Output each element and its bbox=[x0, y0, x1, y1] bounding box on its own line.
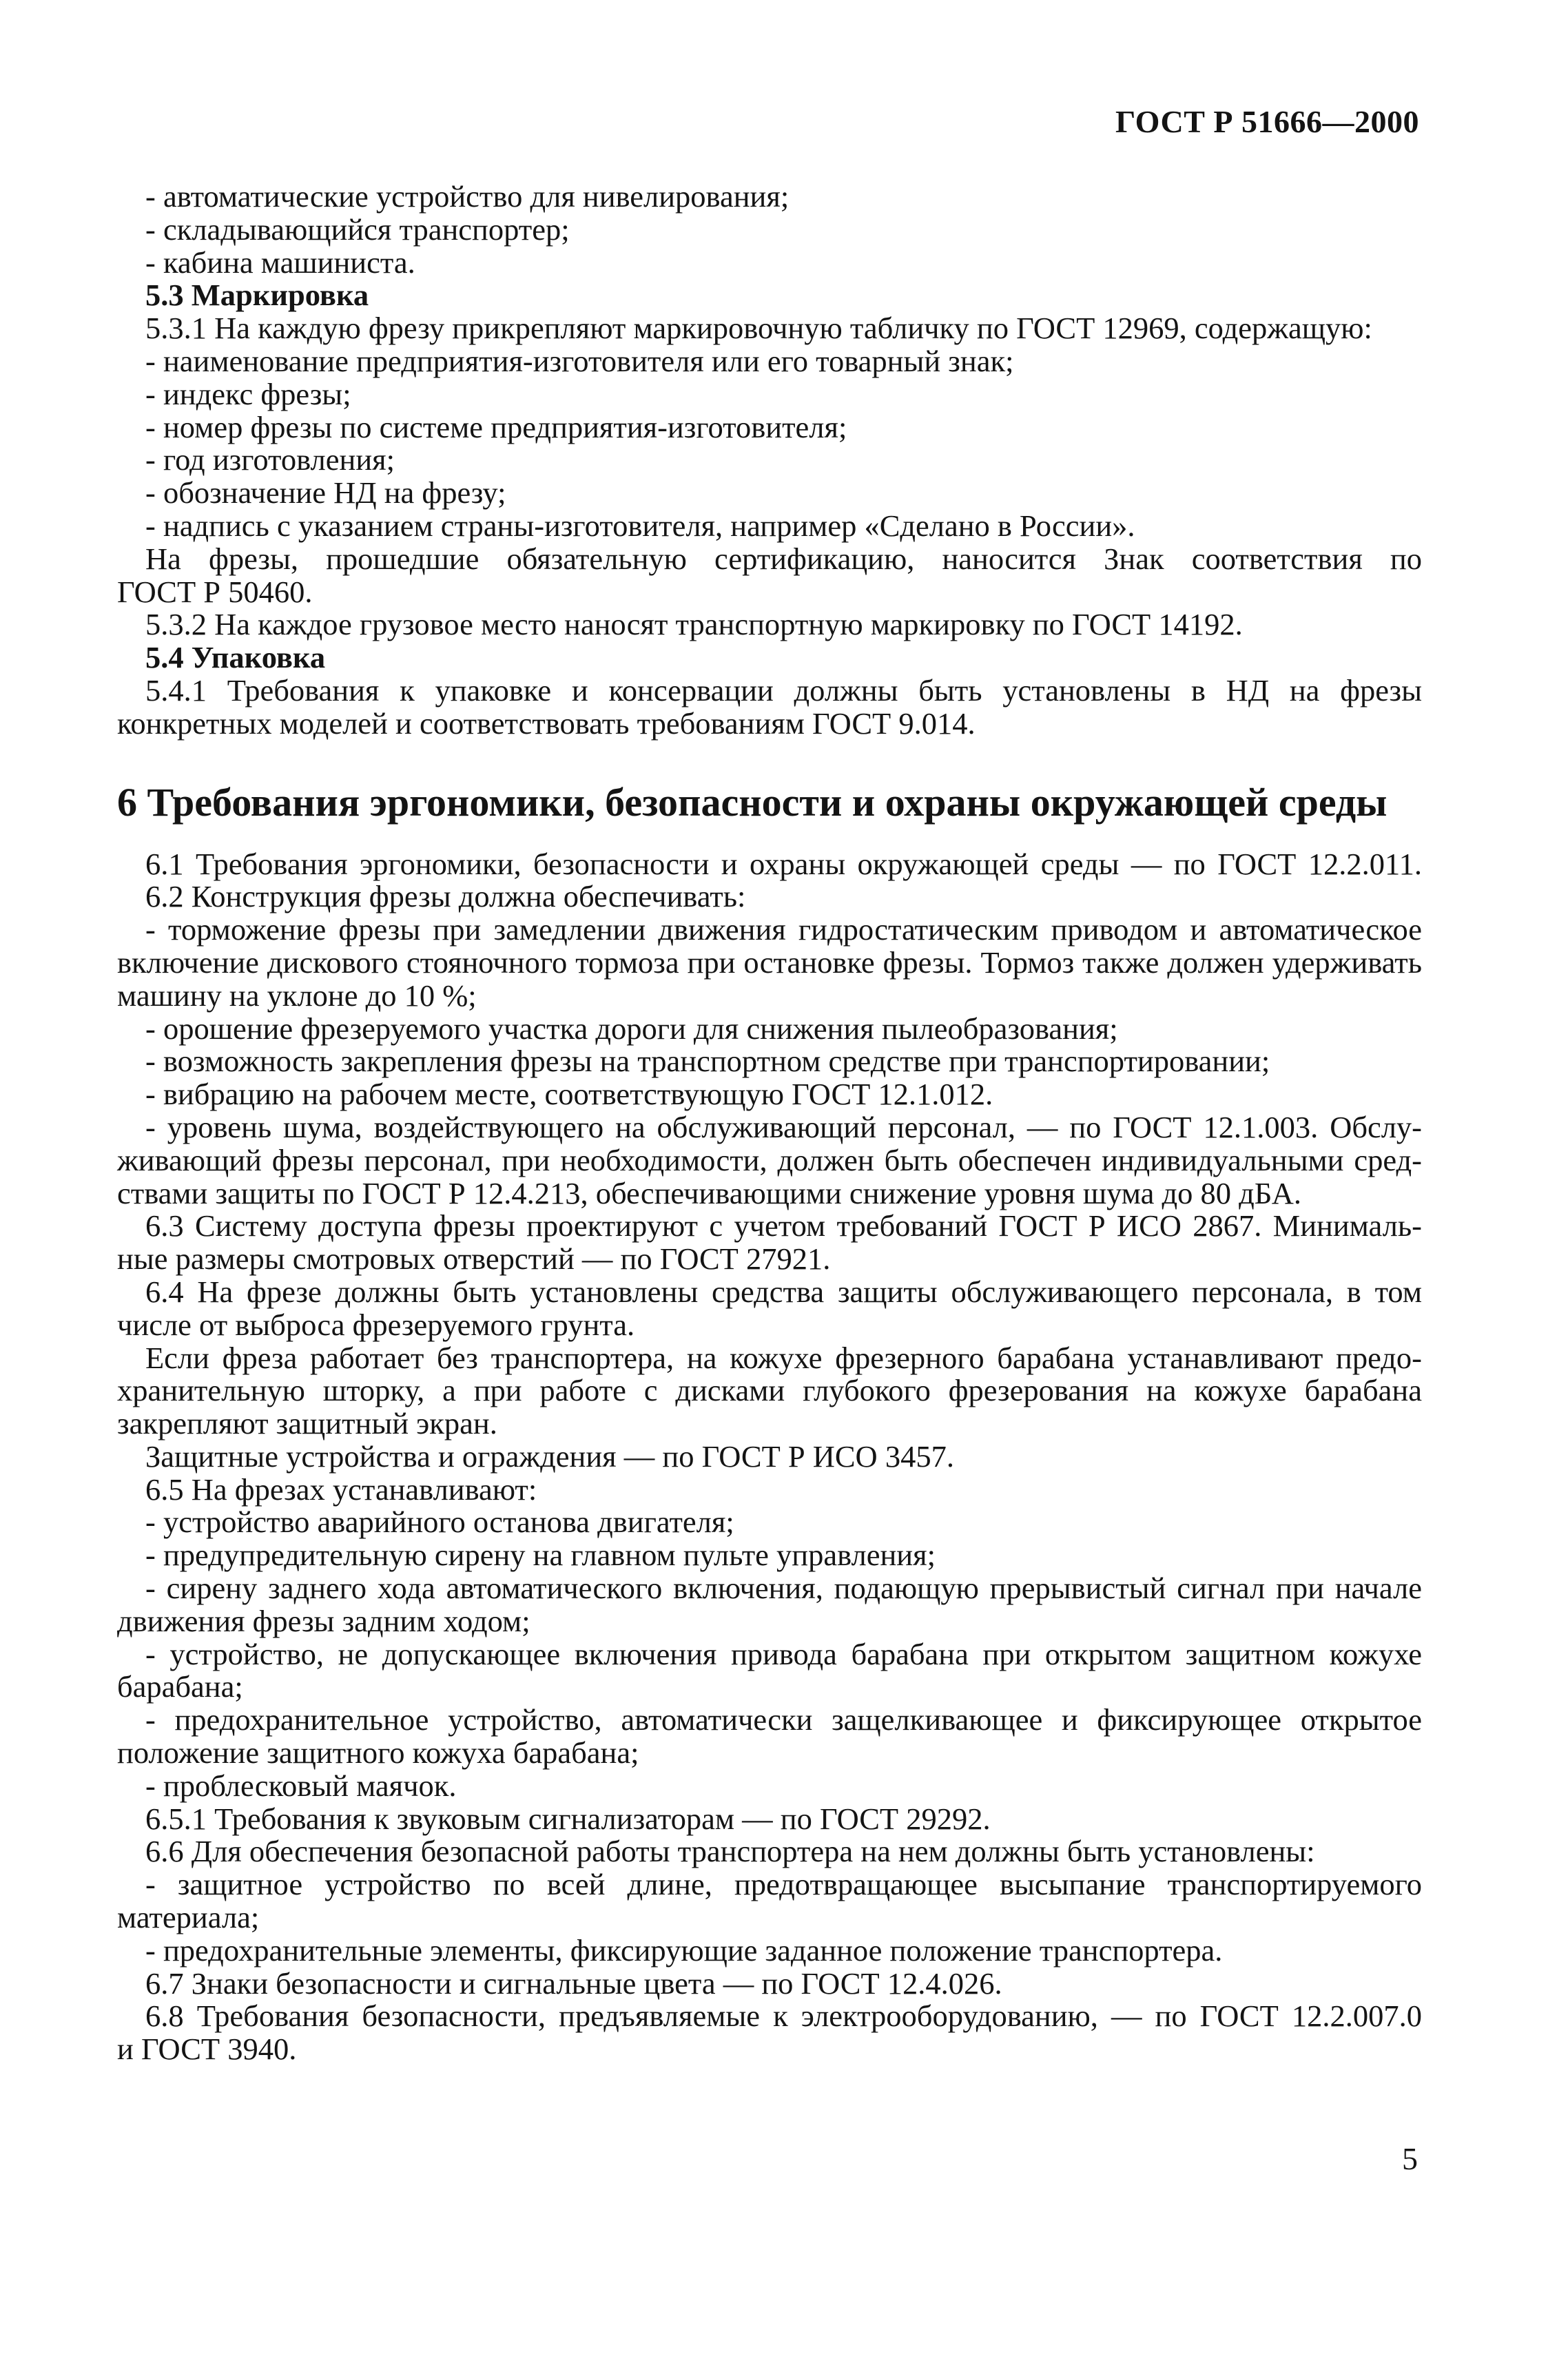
paragraph-certification-cont: ГОСТ Р 50460. bbox=[117, 574, 313, 609]
list-item-cont: машину на уклоне до 10 %; bbox=[117, 978, 477, 1013]
list-item: - автоматические устройство для нивелирования; bbox=[145, 179, 790, 214]
list-item-cont: живающий фрезы персонал, при необходимости, должен быть обеспечен индивидуальными сред- bbox=[117, 1142, 1422, 1177]
list-item: - предупредительную сирену на главном пульте управления; bbox=[145, 1538, 936, 1573]
list-item: - проблесковый маячок. bbox=[145, 1768, 457, 1803]
list-item: - защитное устройство по всей длине, предотвращающее высыпание транспортируемого bbox=[145, 1867, 1422, 1902]
paragraph-6-6: 6.6 Для обеспечения безопасной работы транспортера на нем должны быть установлены: bbox=[145, 1834, 1315, 1869]
paragraph-5-3-2: 5.3.2 На каждое грузовое место наносят транспортную маркировку по ГОСТ 14192. bbox=[145, 607, 1243, 642]
paragraph-6-4-c: Защитные устройства и ограждения — по ГОСТ Р ИСО 3457. bbox=[145, 1438, 954, 1474]
paragraph-6-7: 6.7 Знаки безопасности и сигнальные цвета — по ГОСТ 12.4.026. bbox=[145, 1965, 1002, 2001]
paragraph-certification: На фрезы, прошедшие обязательную сертификацию, наносится Знак соответствия по bbox=[145, 541, 1422, 576]
paragraph-6-8: 6.8 Требования безопасности, предъявляемые к электрооборудованию, — по ГОСТ 12.2.007.0 bbox=[145, 1999, 1422, 2034]
list-item: - устройство аварийного останова двигателя; bbox=[145, 1505, 734, 1540]
list-item-cont: включение дискового стояночного тормоза при остановке фрезы. Тормоз также должен удерживать bbox=[117, 944, 1422, 980]
list-item-cont: материала; bbox=[117, 1900, 260, 1935]
paragraph-6-3: 6.3 Систему доступа фрезы проектируют с учетом требований ГОСТ Р ИСО 2867. Минималь- bbox=[145, 1208, 1422, 1243]
page-number: 5 bbox=[1402, 2141, 1418, 2176]
paragraph-6-5: 6.5 На фрезах устанавливают: bbox=[145, 1472, 537, 1507]
list-item: - год изготовления; bbox=[145, 442, 395, 477]
list-item: - предохранительные элементы, фиксирующие заданное положение транспортера. bbox=[145, 1932, 1223, 1968]
list-item: - уровень шума, воздействующего на обслуживающий персонал, — по ГОСТ 12.1.003. Обслу- bbox=[145, 1109, 1422, 1144]
list-item: - возможность закрепления фрезы на транспортном средстве при транспортировании; bbox=[145, 1044, 1270, 1079]
section-title-6: 6 Требования эргономики, безопасности и охраны окружающей среды bbox=[117, 779, 1388, 825]
paragraph-6-4-cont: числе от выброса фрезеруемого грунта. bbox=[117, 1307, 635, 1342]
list-item: - орошение фрезеруемого участка дороги для снижения пылеобразования; bbox=[145, 1011, 1118, 1046]
paragraph-5-4-1-cont: конкретных моделей и соответствовать требованиям ГОСТ 9.014. bbox=[117, 705, 976, 741]
list-item: - номер фрезы по системе предприятия-изготовителя; bbox=[145, 409, 847, 444]
paragraph-6-4-b: Если фреза работает без транспортера, на кожухе фрезерного барабана устанавливают предо- bbox=[145, 1340, 1422, 1375]
list-item: - наименование предприятия-изготовителя или его товарный знак; bbox=[145, 343, 1014, 378]
paragraph-6-3-cont: ные размеры смотровых отверстий — по ГОСТ 27921. bbox=[117, 1241, 831, 1277]
document-code-header: ГОСТ Р 51666—2000 bbox=[1115, 104, 1419, 139]
document-body bbox=[117, 180, 1422, 2066]
list-item: - складывающийся транспортер; bbox=[145, 211, 570, 247]
list-item: - индекс фрезы; bbox=[145, 376, 351, 411]
list-item-cont: ствами защиты по ГОСТ Р 12.4.213, обеспечивающими снижение уровня шума до 80 дБА. bbox=[117, 1175, 1302, 1210]
list-item: - предохранительное устройство, автоматически защелкивающее и фиксирующее открытое bbox=[145, 1702, 1422, 1737]
list-item: - устройство, не допускающее включения привода барабана при открытом защитном кожухе bbox=[145, 1636, 1422, 1671]
list-item: - обозначение НД на фрезу; bbox=[145, 475, 506, 510]
list-item-cont: барабана; bbox=[117, 1669, 243, 1704]
paragraph-6-5-1: 6.5.1 Требования к звуковым сигнализаторам — по ГОСТ 29292. bbox=[145, 1801, 991, 1836]
list-item: - сирену заднего хода автоматического включения, подающую прерывистый сигнал при начале bbox=[145, 1571, 1422, 1606]
subsection-heading-5-4: 5.4 Упаковка bbox=[145, 640, 326, 675]
paragraph-6-4: 6.4 На фрезе должны быть установлены средства защиты обслуживающего персонала, в том bbox=[145, 1274, 1422, 1309]
list-item: - вибрацию на рабочем месте, соответствующую ГОСТ 12.1.012. bbox=[145, 1077, 993, 1112]
paragraph-6-4-b-cont: хранительную шторку, а при работе с дисками глубокого фрезерования на кожухе барабана bbox=[117, 1373, 1422, 1408]
list-item-cont: движения фрезы задним ходом; bbox=[117, 1603, 530, 1638]
paragraph-6-8-cont: и ГОСТ 3940. bbox=[117, 2032, 297, 2067]
list-item: - торможение фрезы при замедлении движения гидростатическим приводом и автоматическое bbox=[145, 912, 1422, 947]
list-item-cont: положение защитного кожуха барабана; bbox=[117, 1735, 639, 1770]
paragraph-6-1: 6.1 Требования эргономики, безопасности и охраны окружающей среды — по ГОСТ 12.2.011. bbox=[145, 846, 1422, 881]
subsection-heading-5-3: 5.3 Маркировка bbox=[145, 278, 369, 313]
paragraph-5-4-1: 5.4.1 Требования к упаковке и консервации должны быть установлены в НД на фрезы bbox=[145, 672, 1422, 708]
paragraph-6-2: 6.2 Конструкция фрезы должна обеспечивать: bbox=[145, 879, 746, 914]
paragraph-6-4-b-cont: закрепляют защитный экран. bbox=[117, 1406, 497, 1441]
paragraph-5-3-1: 5.3.1 На каждую фрезу прикрепляют маркировочную табличку по ГОСТ 12969, содержащую: bbox=[145, 311, 1372, 346]
list-item: - кабина машиниста. bbox=[145, 245, 415, 280]
list-item: - надпись с указанием страны-изготовителя, например «Сделано в России». bbox=[145, 508, 1135, 543]
